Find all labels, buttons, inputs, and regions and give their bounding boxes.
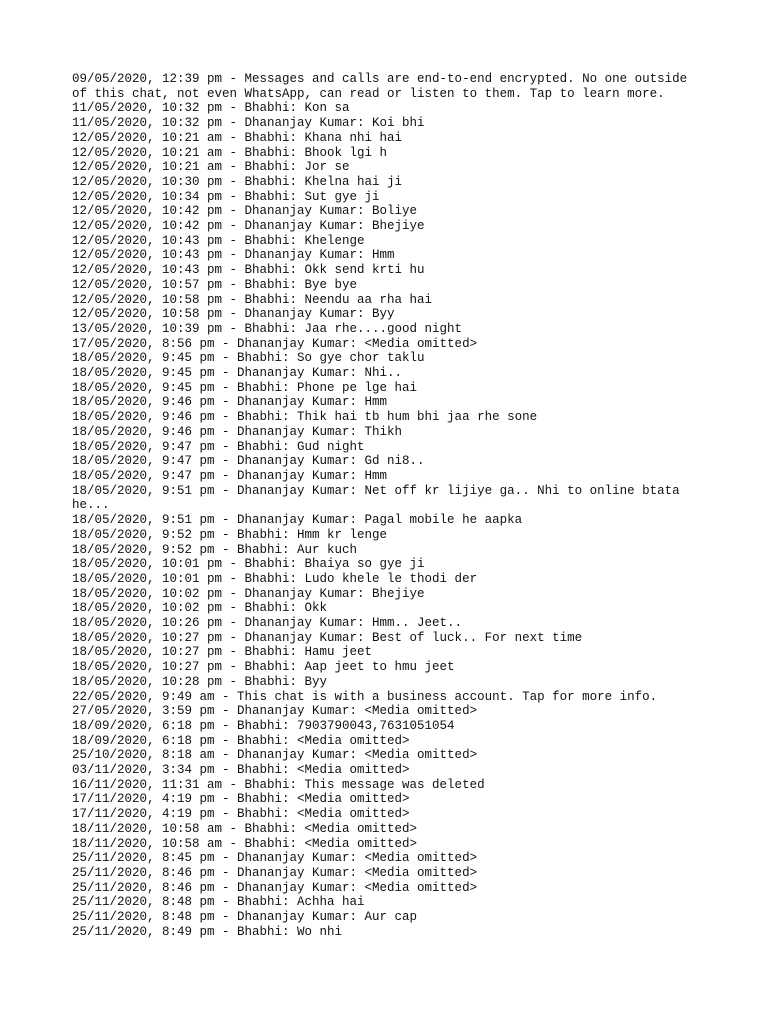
chat-line: 18/05/2020, 9:46 pm - Dhananjay Kumar: Hmm <box>72 395 388 410</box>
chat-line: 12/05/2020, 10:57 pm - Bhabhi: Bye bye <box>72 277 358 292</box>
chat-line: 18/11/2020, 10:58 am - Bhabhi: <Media omitted> <box>72 821 418 836</box>
chat-line: 09/05/2020, 12:39 pm - Messages and calls are end-to-end encrypted. No one outside <box>72 72 688 86</box>
chat-line: 17/11/2020, 4:19 pm - Bhabhi: <Media omitted> <box>72 792 410 807</box>
chat-line: 25/11/2020, 8:48 pm - Dhananjay Kumar: Aur cap <box>72 910 418 925</box>
chat-line: 12/05/2020, 10:43 pm - Bhabhi: Khelenge <box>72 233 365 248</box>
chat-line: 18/05/2020, 10:27 pm - Dhananjay Kumar: Best of luck.. For next time <box>72 630 583 645</box>
chat-line: of this chat, not even WhatsApp, can read or listen to them. Tap to learn more. <box>72 86 665 101</box>
chat-line: 25/11/2020, 8:46 pm - Dhananjay Kumar: <Media omitted> <box>72 880 478 895</box>
chat-line: 25/11/2020, 8:46 pm - Dhananjay Kumar: <Media omitted> <box>72 865 478 880</box>
chat-line: 17/05/2020, 8:56 pm - Dhananjay Kumar: <Media omitted> <box>72 336 478 351</box>
chat-export-page <box>72 72 712 939</box>
chat-line: 18/05/2020, 9:47 pm - Dhananjay Kumar: Gd ni8.. <box>72 454 425 469</box>
chat-line: 12/05/2020, 10:42 pm - Dhananjay Kumar: Bhejiye <box>72 219 425 234</box>
chat-line: 18/05/2020, 10:01 pm - Bhabhi: Ludo khele le thodi der <box>72 571 478 586</box>
chat-line: 11/05/2020, 10:32 pm - Dhananjay Kumar: Koi bhi <box>72 116 425 131</box>
chat-line: 17/11/2020, 4:19 pm - Bhabhi: <Media omitted> <box>72 807 410 822</box>
chat-line: 03/11/2020, 3:34 pm - Bhabhi: <Media omitted> <box>72 763 410 778</box>
chat-line: 12/05/2020, 10:58 pm - Dhananjay Kumar: Byy <box>72 307 395 322</box>
chat-line: 18/05/2020, 10:02 pm - Dhananjay Kumar: Bhejiye <box>72 586 425 601</box>
chat-line: 18/05/2020, 10:27 pm - Bhabhi: Hamu jeet <box>72 645 373 660</box>
chat-line: 12/05/2020, 10:42 pm - Dhananjay Kumar: Boliye <box>72 204 418 219</box>
chat-line: 11/05/2020, 10:32 pm - Bhabhi: Kon sa <box>72 101 350 116</box>
chat-line: 18/05/2020, 9:46 pm - Bhabhi: Thik hai tb hum bhi jaa rhe sone <box>72 410 538 425</box>
chat-line: 12/05/2020, 10:21 am - Bhabhi: Jor se <box>72 160 350 175</box>
chat-line: 12/05/2020, 10:34 pm - Bhabhi: Sut gye ji <box>72 189 380 204</box>
chat-line: 16/11/2020, 11:31 am - Bhabhi: This message was deleted <box>72 777 485 792</box>
chat-line: 18/05/2020, 9:51 pm - Dhananjay Kumar: Pagal mobile he aapka <box>72 513 523 528</box>
chat-line: 18/05/2020, 10:02 pm - Bhabhi: Okk <box>72 601 328 616</box>
chat-line: 12/05/2020, 10:58 pm - Bhabhi: Neendu aa rha hai <box>72 292 433 307</box>
chat-line: 18/05/2020, 10:28 pm - Bhabhi: Byy <box>72 674 328 689</box>
chat-log <box>72 72 712 939</box>
chat-line: 18/09/2020, 6:18 pm - Bhabhi: 7903790043,7631051054 <box>72 718 455 733</box>
chat-line: 18/05/2020, 9:45 pm - Bhabhi: Phone pe lge hai <box>72 380 418 395</box>
chat-line: 12/05/2020, 10:21 am - Bhabhi: Khana nhi hai <box>72 130 403 145</box>
chat-line: 12/05/2020, 10:43 pm - Bhabhi: Okk send krti hu <box>72 263 425 278</box>
chat-line: 12/05/2020, 10:21 am - Bhabhi: Bhook lgi h <box>72 145 388 160</box>
chat-line: 25/11/2020, 8:49 pm - Bhabhi: Wo nhi <box>72 924 343 939</box>
chat-line: 25/11/2020, 8:45 pm - Dhananjay Kumar: <Media omitted> <box>72 851 478 866</box>
chat-line: 12/05/2020, 10:30 pm - Bhabhi: Khelna hai ji <box>72 174 403 189</box>
chat-line: 18/05/2020, 9:52 pm - Bhabhi: Hmm kr lenge <box>72 527 388 542</box>
chat-line: 18/09/2020, 6:18 pm - Bhabhi: <Media omitted> <box>72 733 410 748</box>
chat-line: 18/05/2020, 9:51 pm - Dhananjay Kumar: Net off kr lijiye ga.. Nhi to online btata <box>72 483 680 498</box>
chat-line: 18/05/2020, 9:45 pm - Dhananjay Kumar: Nhi.. <box>72 366 403 381</box>
chat-line: 18/05/2020, 9:45 pm - Bhabhi: So gye chor taklu <box>72 351 425 366</box>
chat-line: 18/05/2020, 10:27 pm - Bhabhi: Aap jeet to hmu jeet <box>72 660 455 675</box>
chat-line: 18/05/2020, 9:46 pm - Dhananjay Kumar: Thikh <box>72 424 403 439</box>
chat-line: 18/05/2020, 9:47 pm - Bhabhi: Gud night <box>72 439 365 454</box>
chat-line: 18/05/2020, 9:47 pm - Dhananjay Kumar: Hmm <box>72 468 388 483</box>
chat-line: 25/10/2020, 8:18 am - Dhananjay Kumar: <Media omitted> <box>72 748 478 763</box>
chat-line: 18/11/2020, 10:58 am - Bhabhi: <Media omitted> <box>72 836 418 851</box>
chat-line: 18/05/2020, 10:01 pm - Bhabhi: Bhaiya so gye ji <box>72 557 425 572</box>
chat-line: 12/05/2020, 10:43 pm - Dhananjay Kumar: Hmm <box>72 248 395 263</box>
chat-line: 27/05/2020, 3:59 pm - Dhananjay Kumar: <Media omitted> <box>72 704 478 719</box>
chat-line: 25/11/2020, 8:48 pm - Bhabhi: Achha hai <box>72 895 365 910</box>
chat-line: 22/05/2020, 9:49 am - This chat is with a business account. Tap for more info. <box>72 689 658 704</box>
chat-line: 13/05/2020, 10:39 pm - Bhabhi: Jaa rhe....good night <box>72 321 463 336</box>
chat-line: 18/05/2020, 9:52 pm - Bhabhi: Aur kuch <box>72 542 358 557</box>
chat-line: he... <box>72 498 110 513</box>
chat-line: 18/05/2020, 10:26 pm - Dhananjay Kumar: Hmm.. Jeet.. <box>72 616 463 631</box>
